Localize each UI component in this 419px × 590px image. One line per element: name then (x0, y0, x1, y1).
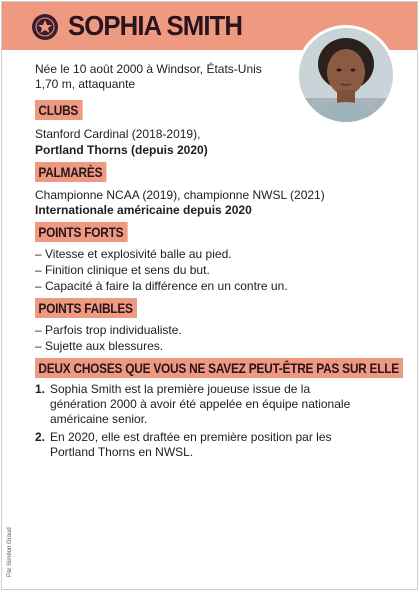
list-item: – Capacité à faire la différence en un contre un. (35, 279, 288, 293)
intro (35, 62, 262, 92)
list-item (35, 430, 370, 460)
points-forts-list (35, 246, 288, 294)
item-text: En 2020, elle est draftée en première position par les Portland Thorns en NWSL. (50, 430, 332, 459)
palmares-title: PALMARÈS (35, 162, 107, 182)
birth-line: Née le 10 août 2000 à Windsor, États-Unis (35, 62, 262, 76)
list-item: – Parfois trop individualiste. (35, 323, 182, 337)
item-text: Sophia Smith est la première joueuse issue de la génération 2000 à avoir été appelée en équipe nationale américaine senior. (50, 382, 351, 426)
photo-credit: Par Siméon Graud (7, 527, 13, 577)
player-card (1, 1, 418, 590)
deux-choses-list (35, 382, 370, 463)
clubs-line-1: Stanford Cardinal (2018-2019), (35, 127, 201, 141)
points-faibles-title: POINTS FAIBLES (35, 298, 137, 318)
clubs-line-2: Portland Thorns (depuis 2020) (35, 143, 208, 157)
palmares-line-2: Internationale américaine depuis 2020 (35, 203, 252, 217)
points-faibles-list (35, 322, 182, 354)
deux-choses-title: DEUX CHOSES QUE VOUS NE SAVEZ PEUT-ÊTRE PAS SUR ELLE (35, 358, 403, 378)
points-forts-title: POINTS FORTS (35, 222, 128, 242)
portland-thorns-crest-icon (32, 14, 58, 40)
clubs-title: CLUBS (35, 100, 82, 120)
list-item: – Vitesse et explosivité balle au pied. (35, 247, 232, 261)
player-photo (296, 25, 396, 125)
list-item: – Finition clinique et sens du but. (35, 263, 210, 277)
player-name: SOPHIA SMITH (68, 10, 243, 41)
height-position-line: 1,70 m, attaquante (35, 77, 136, 91)
item-number: 1. (35, 382, 46, 396)
list-item: – Sujette aux blessures. (35, 339, 164, 353)
item-number: 2. (35, 430, 46, 444)
list-item (35, 382, 370, 427)
palmares-line-1: Championne NCAA (2019), championne NWSL (2021) (35, 188, 325, 202)
